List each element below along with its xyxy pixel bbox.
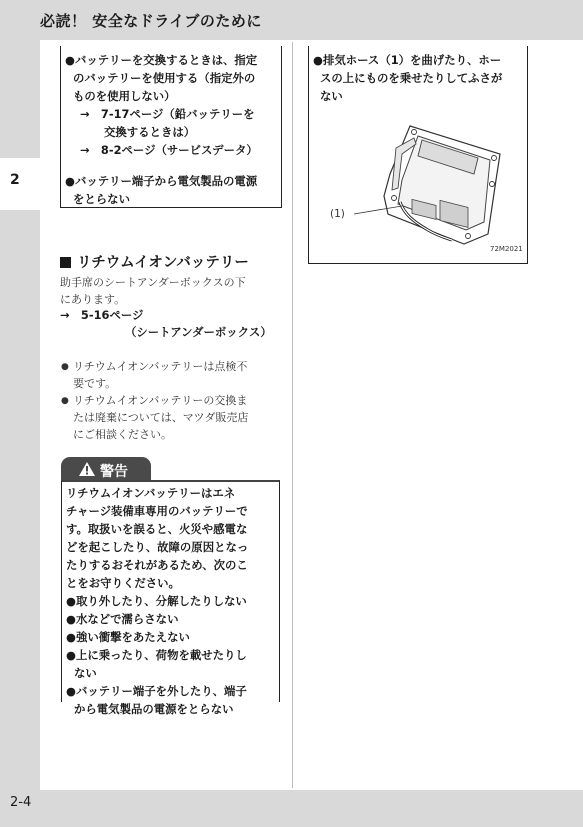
section-heading: リチウムイオンバッテリー xyxy=(60,251,249,272)
warning-label: 警告 xyxy=(100,464,128,480)
bullet-dot-icon: ● xyxy=(61,362,69,372)
page-number: 2-4 xyxy=(10,795,32,810)
warning-item: から電気製品の電源をとらない xyxy=(74,702,234,716)
warning-item: ●上に乗ったり、荷物を載せたりし xyxy=(66,648,247,662)
battery-illustration xyxy=(318,118,518,253)
list-item: 交換するときは） xyxy=(104,125,196,139)
list-item: たは廃棄については、マツダ販売店 xyxy=(73,411,249,424)
figure-code: 72M2021 xyxy=(490,245,523,253)
column-divider xyxy=(292,42,293,788)
list-item: をとらない xyxy=(73,192,130,206)
list-item: のバッテリーを使用する（指定外の xyxy=(73,71,256,85)
chapter-number: 2 xyxy=(10,172,20,188)
callout-label: (1) xyxy=(330,208,345,220)
list-item: にご相談ください。 xyxy=(73,428,172,441)
footer-band xyxy=(0,790,583,827)
list-item: ●バッテリー端子から電気製品の電源 xyxy=(65,174,258,188)
warning-text: チャージ装備車専用のバッテリーで xyxy=(66,504,248,518)
warning-text: す。取扱いを誤ると、火災や感電な xyxy=(66,522,248,536)
page-title: 必読！ 安全なドライブのために xyxy=(40,12,262,30)
heading-square-icon xyxy=(60,257,71,268)
warning-item: ●取り外したり、分解したりしない xyxy=(66,594,247,608)
intro-text: 助手席のシートアンダーボックスの下 xyxy=(60,276,246,289)
warning-item: ●水などで濡らさない xyxy=(66,612,179,626)
list-item: リチウムイオンバッテリーは点検不 xyxy=(73,360,248,373)
list-item: スの上にものを乗せたりしてふさが xyxy=(320,71,503,85)
list-item: 要です。 xyxy=(73,377,117,390)
warning-text: とをお守りください。 xyxy=(66,576,180,590)
warning-item: ない xyxy=(74,666,97,680)
chapter-tab xyxy=(0,158,40,210)
bullet-dot-icon: ● xyxy=(61,396,69,406)
list-item: ものを使用しない） xyxy=(73,89,176,103)
page-reference-link[interactable]: → 7-17ページ（鉛バッテリーを xyxy=(80,107,255,121)
page-reference-link[interactable]: → 8-2ページ（サービスデータ） xyxy=(80,143,258,157)
intro-text: にあります。 xyxy=(60,293,126,306)
warning-triangle-icon xyxy=(78,461,96,477)
side-strip xyxy=(0,40,40,790)
list-item: ●排気ホース（1）を曲げたり、ホー xyxy=(313,53,502,67)
page-reference-link[interactable]: → 5-16ページ xyxy=(60,308,144,322)
warning-text: リチウムイオンバッテリーはエネ xyxy=(66,486,236,500)
page-reference-detail: （シートアンダーボックス） xyxy=(125,325,272,339)
list-item: ●バッテリーを交換するときは、指定 xyxy=(65,53,258,67)
warning-text: たりするおそれがあるため、次のこ xyxy=(66,558,248,572)
list-item: ない xyxy=(320,89,343,103)
warning-item: ●バッテリー端子を外したり、端子 xyxy=(66,684,247,698)
warning-item: ●強い衝撃をあたえない xyxy=(66,630,190,644)
list-item: リチウムイオンバッテリーの交換ま xyxy=(73,394,248,407)
warning-text: どを起こしたり、故障の原因となっ xyxy=(66,540,249,554)
